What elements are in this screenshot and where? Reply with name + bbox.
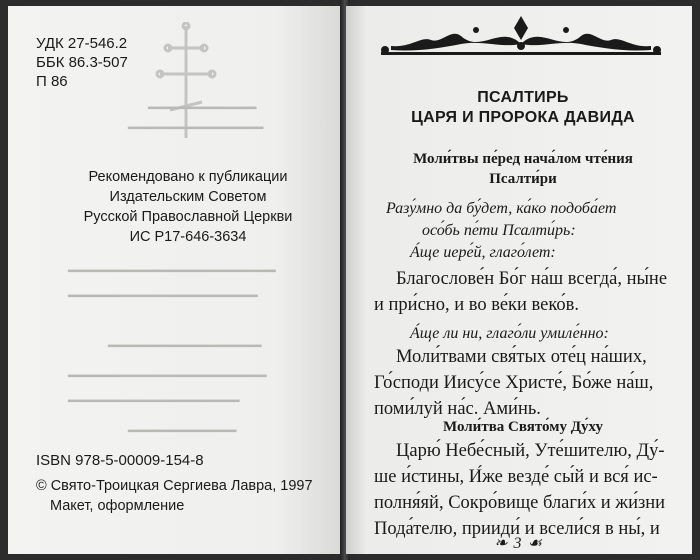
title-line: ЦАРЯ И ПРОРОКА ДАВИДА bbox=[411, 109, 635, 126]
section-heading: Моли́тва Свято́му Ду́ху bbox=[443, 419, 603, 435]
prayer-text bbox=[374, 344, 686, 422]
publication-recommendation bbox=[68, 167, 308, 247]
show-through-text: ━━━━━━━━━━━━━━━ bbox=[128, 121, 264, 137]
text-line: Пода́телю, прииди́ и всели́ся в ны́, и bbox=[374, 519, 660, 539]
show-through-text: ━━━━━━━━━━━━━━━━━━━━━━ bbox=[68, 369, 267, 385]
copyright bbox=[36, 476, 313, 516]
show-through-text: ━━━━━━━━━━━━━━━━━ bbox=[108, 339, 262, 355]
text-line: Го́споди Иису́се Христе́, Бо́же на́ш, bbox=[374, 373, 654, 393]
text-line: Благослове́н Бо́г на́ш всегда́, ны́не bbox=[396, 269, 668, 289]
ornament-right-icon: ☙ bbox=[527, 535, 542, 552]
recommendation-line: Русской Православной Церкви bbox=[83, 209, 293, 225]
rubric-layman: А́ще ли ни, глаго́ли умиле́нно: bbox=[410, 325, 609, 342]
text-line: и при́сно, и во ве́ки веко́в. bbox=[374, 295, 580, 315]
layout-credit: Макет, оформление bbox=[50, 498, 185, 514]
rubric-line: Разу́мно да бу́дет, ка́ко подоба́ет bbox=[386, 200, 617, 217]
udc-code: УДК 27-546.2 bbox=[36, 35, 128, 52]
text-line: Царю́ Небе́сный, Уте́шителю, Ду́- bbox=[396, 441, 665, 461]
blessing-text bbox=[374, 266, 686, 318]
recommendation-line: Издательским Советом bbox=[109, 189, 267, 205]
page-number-value: 3 bbox=[513, 535, 522, 552]
left-page bbox=[8, 6, 344, 554]
ornament-left-icon: ❧ bbox=[494, 535, 508, 552]
author-mark: П 86 bbox=[36, 73, 68, 90]
council-number: ИС Р17-646-3634 bbox=[129, 229, 247, 245]
page-title bbox=[358, 88, 688, 128]
rubric-instruction bbox=[386, 198, 616, 242]
text-line: Моли́твами свя́тых оте́ц на́ших, bbox=[396, 347, 647, 367]
show-through-text: ━━━━━━━━━━━━ bbox=[148, 101, 257, 117]
show-through-text: ━━━━━━━━━━━━━━━━━━━━━ bbox=[68, 289, 258, 305]
show-through-text: ━━━━━━━━━━━━━━━━━━━ bbox=[68, 394, 240, 410]
text-line: поми́луй на́с. Ами́нь. bbox=[374, 399, 541, 419]
heading-line: Псалти́ри bbox=[489, 171, 557, 187]
show-through-text: ━━━━━━━━━━━━━━━━━━━━━━━ bbox=[68, 264, 276, 280]
title-line: ПСАЛТИРЬ bbox=[477, 89, 569, 106]
page-number bbox=[488, 533, 548, 553]
ornament-icon bbox=[371, 14, 671, 64]
text-line: ше и́стины, И́же везде́ сы́й и вся́ ис- bbox=[374, 467, 658, 487]
classification-codes bbox=[36, 34, 128, 91]
text-line: полня́яй, Сокро́вище благи́х и жи́зни bbox=[374, 493, 666, 513]
rubric-line: осо́бь пе́ти Псалти́рь: bbox=[422, 222, 576, 239]
copyright-line: © Свято-Троицкая Сергиева Лавра, 1997 bbox=[36, 478, 313, 494]
isbn: ISBN 978-5-00009-154-8 bbox=[36, 452, 204, 469]
prayer-text bbox=[374, 438, 686, 542]
recommendation-line: Рекомендовано к публикации bbox=[88, 169, 288, 185]
show-through-text: ━━━━━━━━━━━━ bbox=[128, 424, 237, 440]
bbk-code: ББК 86.3-507 bbox=[36, 54, 128, 71]
right-page bbox=[346, 6, 692, 554]
heading-line: Моли́твы пе́ред нача́лом чте́ния bbox=[413, 151, 633, 167]
rubric-priest: А́ще иере́й, глаго́лет: bbox=[410, 244, 556, 261]
section-heading bbox=[358, 149, 688, 189]
